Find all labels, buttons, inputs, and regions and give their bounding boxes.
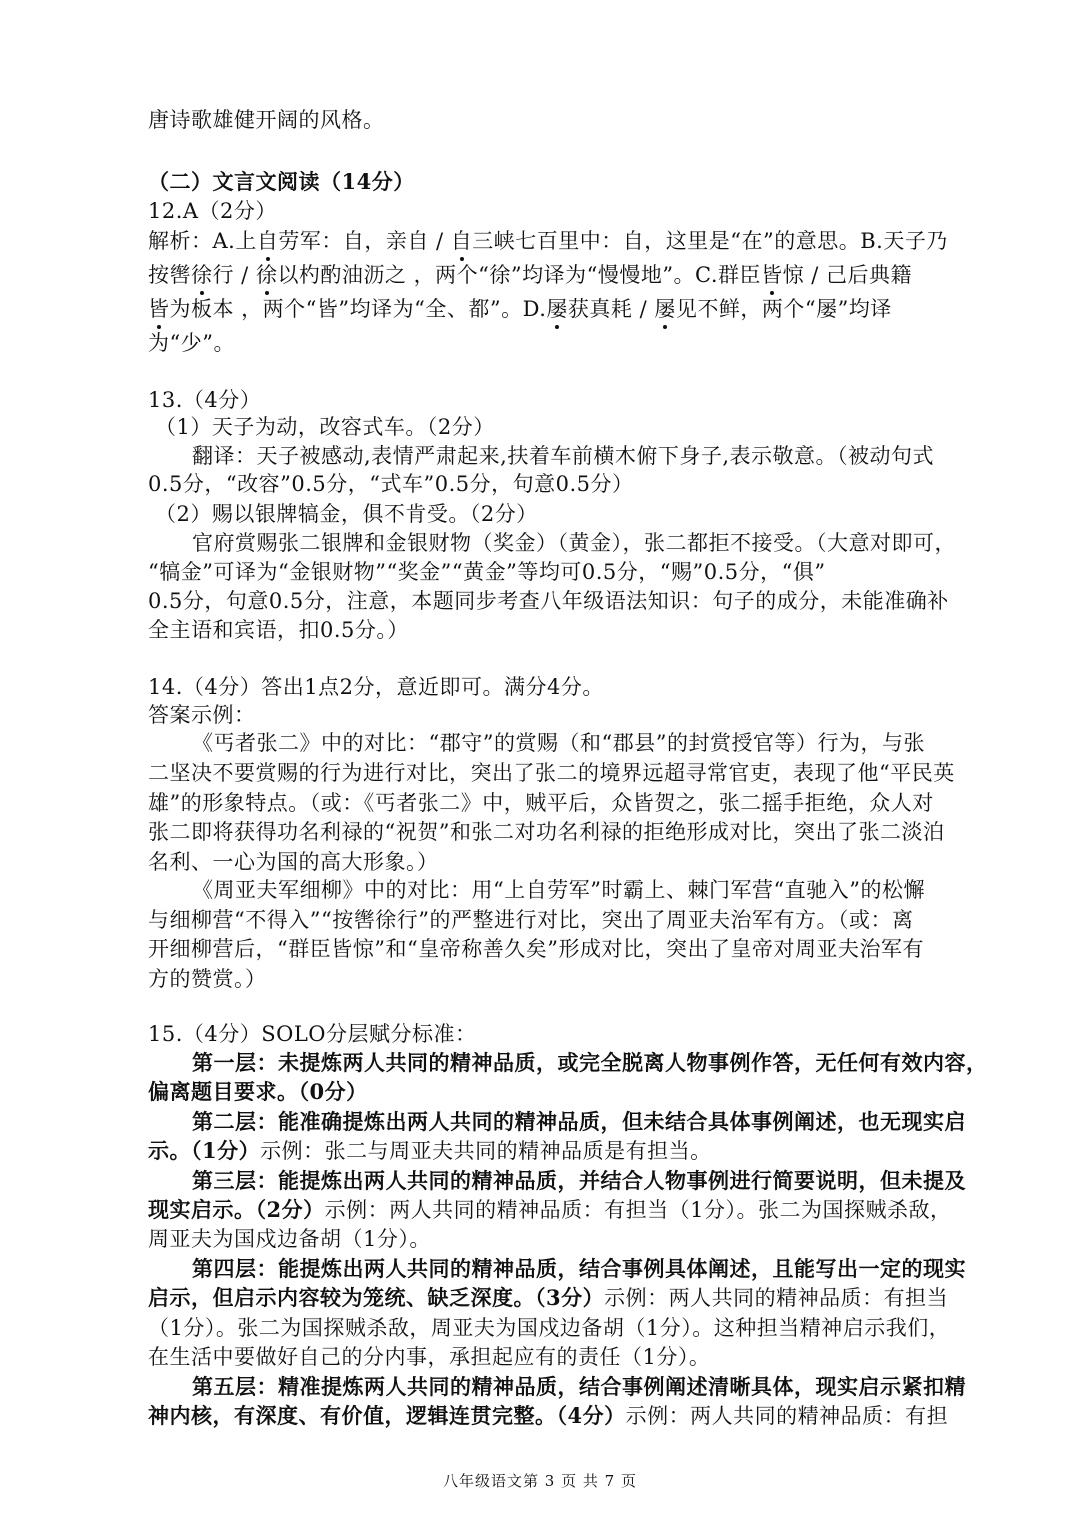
rubric-line: （1分）。张二为国探贼杀敌，周亚夫为国戍边备胡（1分）。这种担当精神启示我们， [148,1316,951,1340]
text-line: 答案示例： [148,703,256,727]
emphasis-char: 屡 [546,292,568,326]
text-line: 官府赏赐张二银牌和金银财物（奖金）（黄金），张二都拒不接受。（大意对即可， [192,531,956,555]
text-line: 方的赞赏。） [148,967,267,991]
emphasis-char: 徐 [191,258,213,292]
text-line: 《周亚夫军细柳》中的对比：用“上自劳军”时霸上、棘门军营“直驰入”的松懈 [192,878,925,902]
emphasis-char: 自 [451,224,473,258]
rubric-line: 神内核，有深度、有价值，逻辑连贯完整。（4分）示例：两人共同的精神品质：有担 [148,1403,949,1428]
text-line: 与细柳营“不得入”“按辔徐行”的严整进行对比，突出了周亚夫治军有方。（或：离 [148,908,914,932]
rubric-line: 第一层：未提炼两人共同的精神品质，或完全脱离人物事例作答，无任何有效内容， [192,1050,988,1075]
rubric-line: 在生活中要做好自己的分内事，承担起应有的责任（1分）。 [148,1345,711,1369]
emphasis-char: 皆 [148,292,170,326]
text-line: 按辔徐行 / 徐以杓酌油沥之 ，两个“徐”均译为“慢慢地”。C.群臣皆惊 / 己后典籍 [148,258,912,292]
text-line: 0.5分，“改容”0.5分，“式车”0.5分，句意0.5分） [148,472,634,496]
text-line: 名利、一心为国的高大形象。） [148,850,439,874]
text-line: （2）赐以银牌犒金，俱不肯受。（2分） [155,502,538,526]
text-line: 解析：A.上自劳军：自，亲自 / 自三峡七百里中：自，这里是“在”的意思。B.天子乃 [148,224,948,258]
section-heading: （二）文言文阅读（14分） [148,169,415,194]
text-line: 皆为板本 ，两个“皆”均译为“全、都”。D.屡获真耗 / 屡见不鲜，两个“屡”均译 [148,292,892,326]
emphasis-char: 皆 [761,258,783,292]
rubric-line: 周亚夫为国戍边备胡（1分）。 [148,1227,431,1251]
emphasis-char: 自 [257,224,279,258]
rubric-line: 示。（1分）示例：张二与周亚夫共同的精神品质是有担当。 [148,1138,712,1163]
text-line: 全主语和宾语，扣0.5分。） [148,618,409,642]
rubric-line: 偏离题目要求。（0分） [148,1079,368,1104]
rubric-line: 启示，但启示内容较为笼统、缺乏深度。（3分）示例：两人共同的精神品质：有担当 [148,1285,949,1310]
page-footer: 八年级语文第 3 页 共 7 页 [443,1472,637,1490]
text-line: 《丐者张二》中的对比：“郡守”的赏赐（和“郡县”的封赏授官等）行为，与张 [192,731,925,755]
rubric-line: 现实启示。（2分）示例：两人共同的精神品质：有担当（1分）。张二为国探贼杀敌， [148,1197,952,1222]
text-line: “犒金”可译为“金银财物”“奖金”“黄金”等均可0.5分，“赐”0.5分，“俱” [148,560,826,584]
rubric-line: 第四层：能提炼出两人共同的精神品质，结合事例具体阐述，且能写出一定的现实 [192,1256,966,1281]
emphasis-char: 徐 [256,258,278,292]
question-heading: 15.（4分）SOLO分层赋分标准： [148,1022,477,1046]
text-line: （1）天子为动，改容式车。（2分） [155,415,495,439]
answer-line: 12.A（2分） [148,199,277,223]
text-line: 张二即将获得功名利禄的“祝贺”和张二对功名利禄的拒绝形成对比，突出了张二淡泊 [148,820,945,844]
text-line: 0.5分，句意0.5分，注意，本题同步考查八年级语法知识：句子的成分，未能准确补 [148,589,949,613]
rubric-line: 第三层：能提炼出两人共同的精神品质，并结合人物事例进行简要说明，但未提及 [192,1168,966,1193]
text-line: 翻译：天子被感动,表情严肃起来,扶着车前横木俯下身子,表示敬意。（被动句式 [192,444,935,468]
text-line: 唐诗歌雄健开阔的风格。 [148,108,385,132]
question-heading: 13.（4分） [148,388,262,412]
question-heading: 14.（4分）答出1点2分，意近即可。满分4分。 [148,675,604,699]
rubric-line: 第五层：精准提炼两人共同的精神品质，结合事例阐述清晰具体，现实启示紧扣精 [192,1374,966,1399]
rubric-line: 第二层：能准确提炼出两人共同的精神品质，但未结合具体事例阐述，也无现实启 [192,1109,966,1134]
emphasis-char: 屡 [654,292,676,326]
text-line: 雄”的形象特点。（或：《丐者张二》中，贼平后，众皆贺之，张二摇手拒绝，众人对 [148,791,934,815]
text-line: 二坚决不要赏赐的行为进行对比，突出了张二的境界远超寻常官吏，表现了他“平民英 [148,761,955,785]
text-line: 为“少”。 [148,331,235,355]
text-line: 开细柳营后，“群臣皆惊”和“皇帝称善久矣”形成对比，突出了皇帝对周亚夫治军有 [148,937,924,961]
